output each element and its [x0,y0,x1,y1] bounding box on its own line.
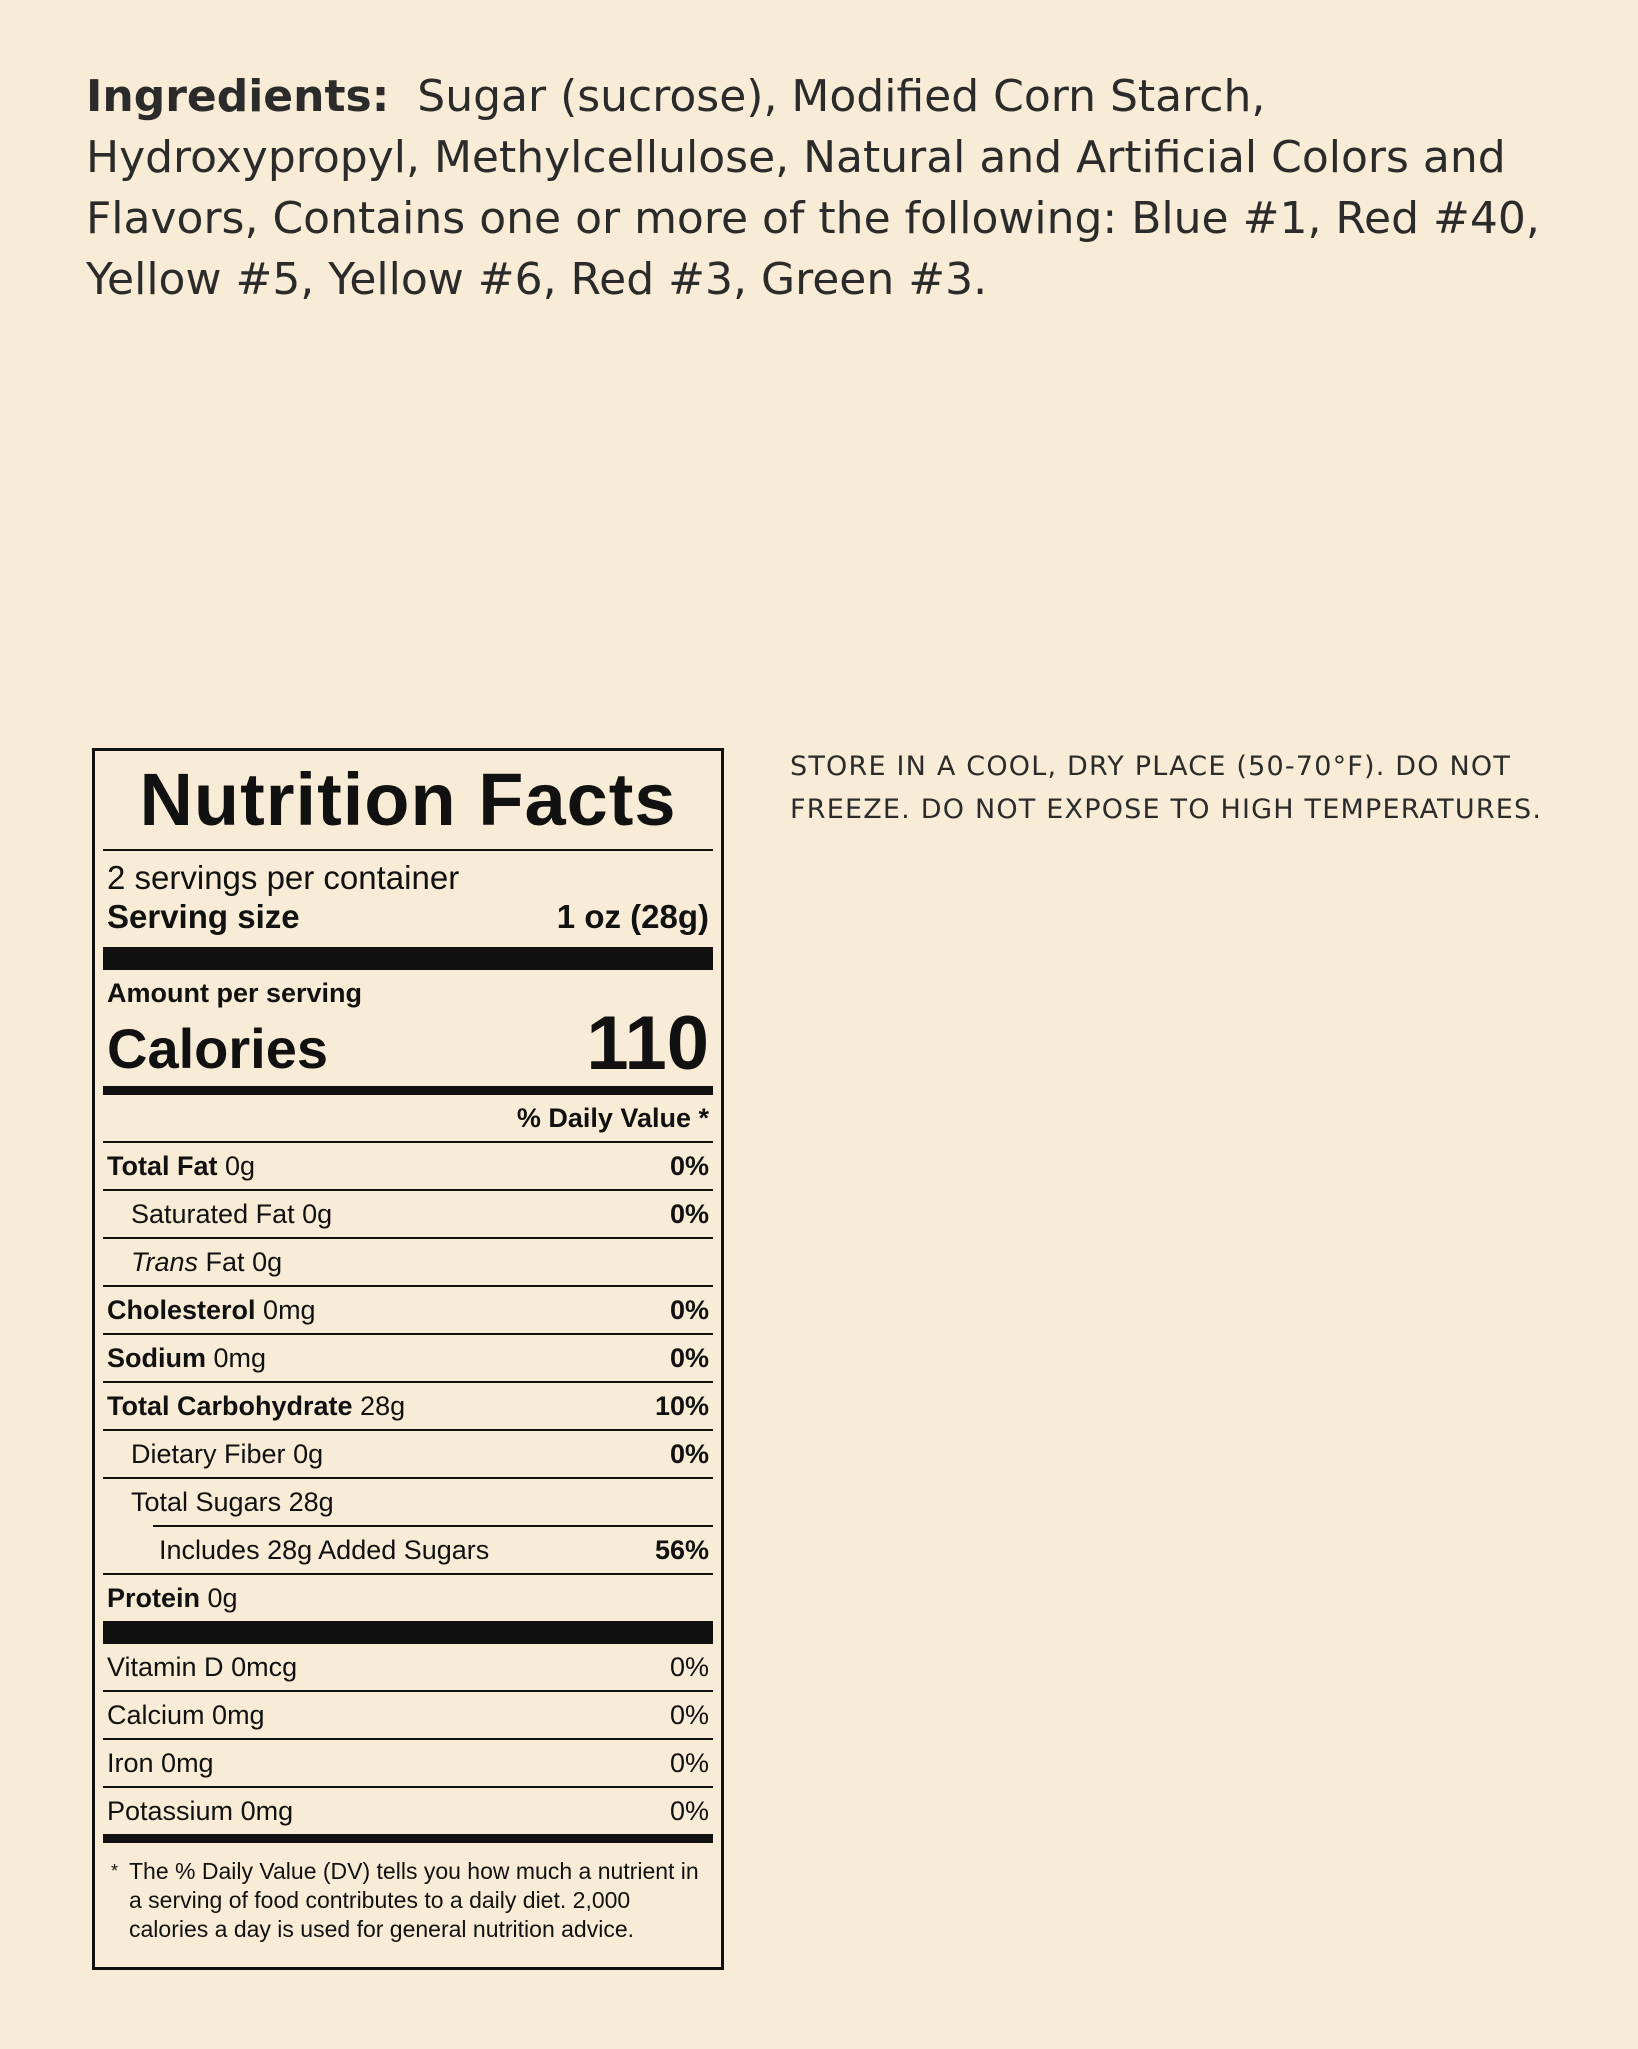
serving-size-value: 1 oz (28g) [556,898,709,935]
footnote-text: The % Daily Value (DV) tells you how much a nutrient in a serving of food contributes to a daily diet. 2,000 calories a day is used for general nutrition advice. [129,1858,699,1942]
vitamin-row-iron [103,1740,713,1786]
servings-per-container: 2 servings per container [107,859,460,896]
vitamin-row-calcium [103,1692,713,1738]
nutrient-row-saturated-fat [103,1191,713,1237]
nutrient-row-total-carbohydrate [103,1383,713,1429]
nutrient-dv: 0% [669,1150,709,1181]
vitamin-dv: 0% [669,1651,709,1682]
nutrient-name-suffix: Fat [205,1246,245,1277]
nutrient-row-cholesterol [103,1287,713,1333]
footnote-star: * [111,1861,119,1881]
nutrient-name: Trans [131,1246,199,1277]
serving-size-label: Serving size [107,898,300,935]
nutrient-name: Added Sugars [318,1534,490,1565]
nutrient-name: Sodium [107,1342,206,1373]
vitamin-dv: 0% [669,1795,709,1826]
vitamin-amount: 0mcg [231,1651,298,1682]
calories-label: Calories [107,1017,328,1080]
nutrition-facts-title: Nutrition Facts [139,758,677,841]
ingredients-list: Sugar (sucrose), Modified Corn Starch, Hydroxypropyl, Methylcellulose, Natural and Artificial Colors and Flavors, Contains one or more of the following: Blue #1, Red #40, Yellow #5, Yellow #6, Red #3, Green #3. [86,71,1540,305]
ingredients-text [86,66,1556,310]
nutrient-dv: 0% [669,1342,709,1373]
vitamin-amount: 0mg [161,1747,214,1778]
nutrient-amount: 0g [207,1582,238,1613]
nutrient-row-protein [103,1575,713,1621]
ingredients-label: Ingredients: [86,71,390,122]
nutrient-name: Total Carbohydrate [107,1390,353,1421]
daily-value-footnote [103,1843,713,1944]
nutrient-name: Total Fat [107,1150,218,1181]
thick-divider [103,947,713,970]
vitamin-name: Calcium [107,1699,205,1730]
nutrient-amount: 28g [267,1534,313,1565]
medium-divider [103,1834,713,1843]
vitamin-amount: 0mg [212,1699,265,1730]
calories-row [103,1001,713,1086]
nutrient-amount: 0mg [263,1294,316,1325]
nutrient-row-dietary-fiber [103,1431,713,1477]
nutrient-name: Cholesterol [107,1294,256,1325]
nutrient-amount: 0mg [213,1342,267,1373]
daily-value-header: % Daily Value * [516,1103,709,1133]
vitamin-dv: 0% [669,1747,709,1778]
vitamin-name: Vitamin D [107,1651,224,1682]
calories-value: 110 [586,1001,709,1086]
nutrient-name: Saturated Fat [131,1198,295,1229]
vitamin-row-potassium [103,1788,713,1834]
nutrient-amount: 0g [252,1246,283,1277]
nutrient-row-sodium [103,1335,713,1381]
nutrient-dv: 56% [654,1534,709,1565]
nutrient-name: Dietary Fiber [131,1438,286,1469]
vitamin-dv: 0% [669,1699,709,1730]
nutrient-prefix: Includes [159,1534,260,1565]
vitamin-amount: 0mg [240,1795,294,1826]
nutrient-amount: 0g [302,1198,333,1229]
nutrient-amount: 0g [293,1438,324,1469]
nutrient-amount: 28g [360,1390,406,1421]
nutrient-name: Total Sugars [131,1486,282,1517]
nutrient-dv: 10% [654,1390,709,1421]
medium-divider [103,1086,713,1095]
nutrient-dv: 0% [669,1294,709,1325]
nutrient-amount: 0g [225,1150,256,1181]
nutrient-dv: 0% [669,1438,709,1469]
nutrient-amount: 28g [288,1486,334,1517]
nutrient-dv: 0% [669,1198,709,1229]
amount-per-serving: Amount per serving [107,978,363,1008]
nutrient-name: Protein [107,1582,201,1613]
nutrition-facts-label [92,748,724,1970]
nutrient-row-trans-fat [103,1239,713,1285]
serving-size-row [103,897,713,947]
nutrient-row-added-sugars [103,1527,713,1573]
thick-divider [103,1621,713,1644]
nutrient-row-total-fat [103,1143,713,1189]
nutrient-row-total-sugars [103,1479,713,1525]
vitamin-row-vitamin-d [103,1644,713,1690]
vitamin-name: Potassium [107,1795,234,1826]
storage-instructions: STORE IN A COOL, DRY PLACE (50-70°F). DO NOT FREEZE. DO NOT EXPOSE TO HIGH TEMPERATURES. [790,751,1543,825]
vitamin-name: Iron [107,1747,154,1778]
